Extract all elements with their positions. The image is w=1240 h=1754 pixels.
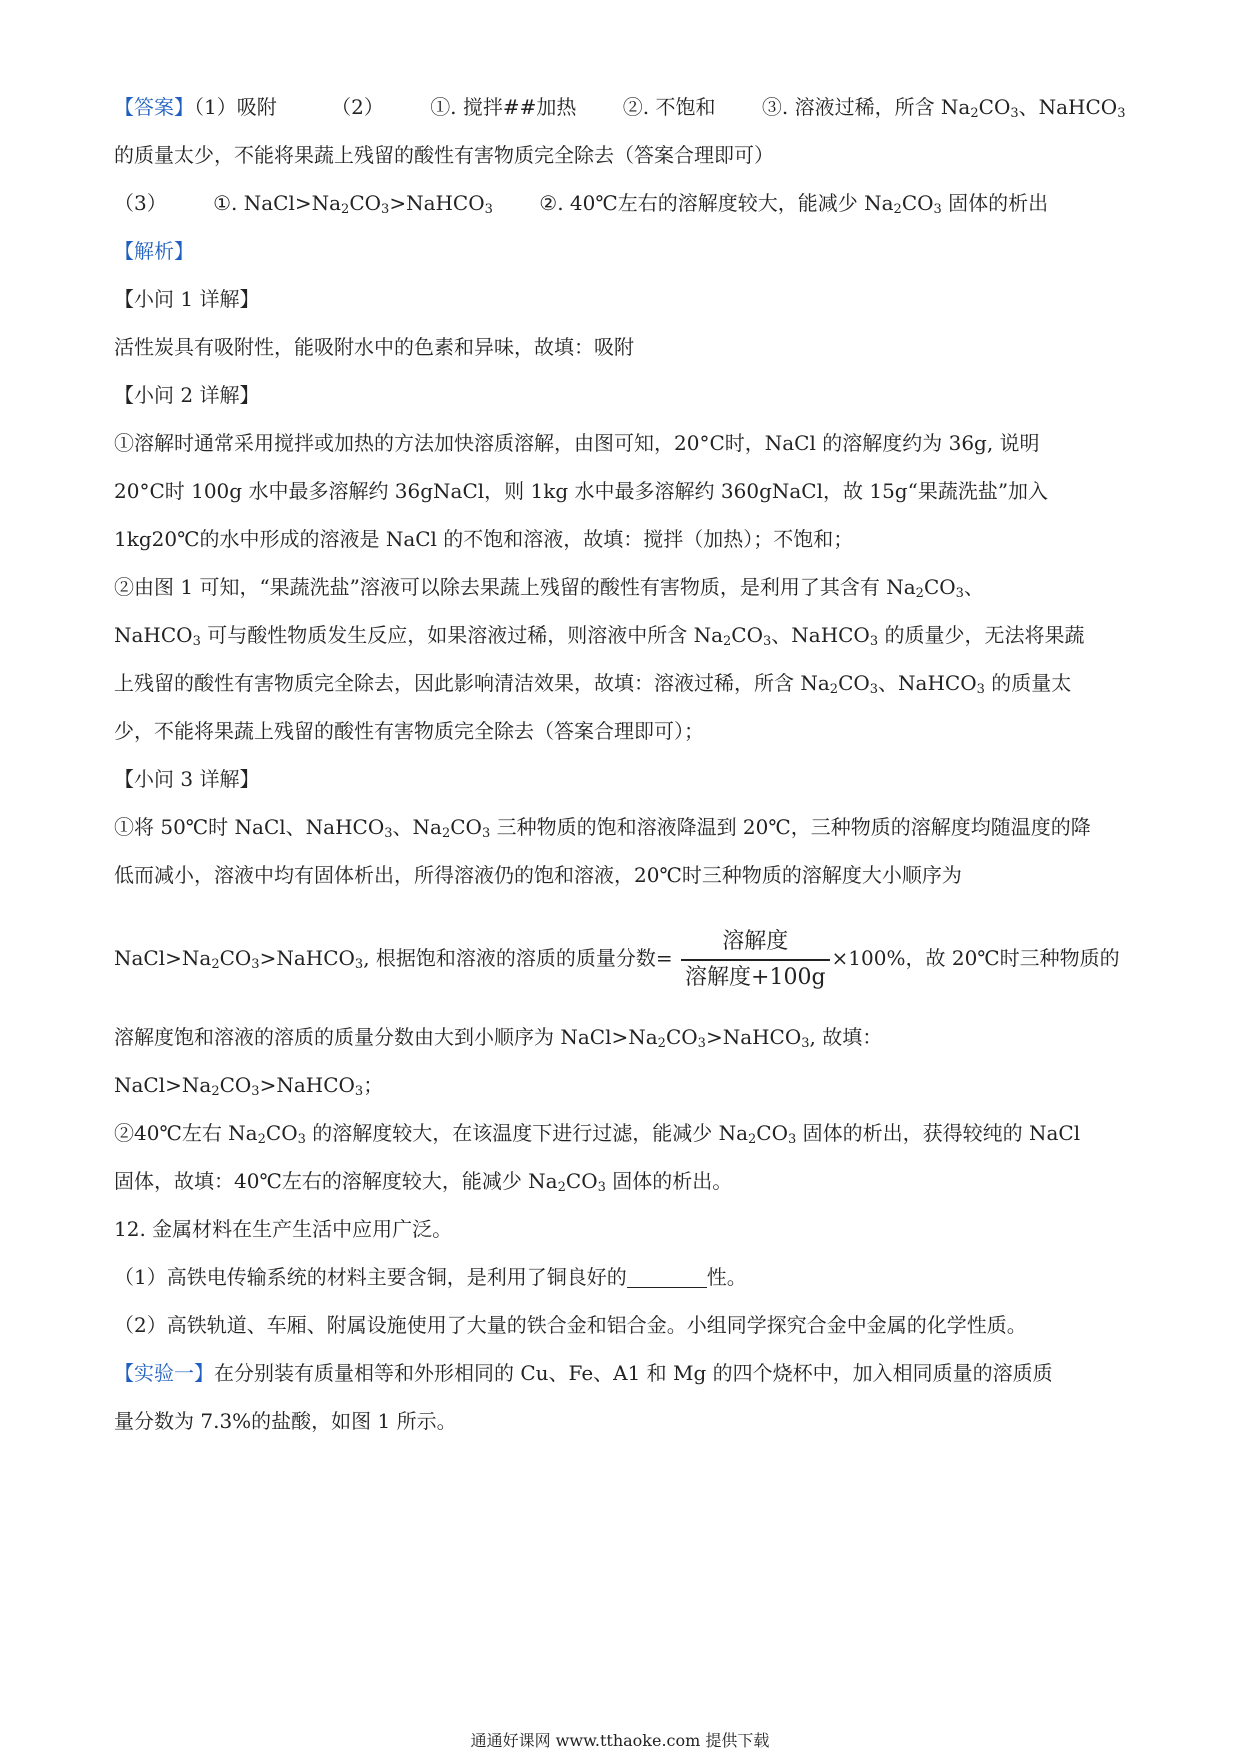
analysis-tag: 【解析】 — [114, 239, 194, 263]
q3-line-3: $NaCl>Na_2CO_3>NaHCO_3$, 根据饱和溶液的溶质的质量分数= $\frac{\text{溶解度}}{\text{溶解度+100g}}$ ×100%，故 20℃时三种物质的 — [114, 922, 1140, 994]
q1-heading: 【小问 1 详解】 — [114, 287, 260, 311]
answer-line-2: 的质量太少，不能将果蔬上残留的酸性有害物质完全除去（答案合理即可） — [114, 143, 774, 167]
experiment-tag: 【实验一】 — [114, 1361, 214, 1385]
answer-line-3: （3） ①. $NaCl>Na_2CO_3>NaHCO_3$ ②. 40℃左右的溶解度较大，能减少 $Na_2CO_3$ 固体的析出 — [114, 191, 1049, 217]
q3-line-4: 溶解度饱和溶液的溶质的质量分数由大到小顺序为 $NaCl>Na_2CO_3>NaHCO_3$, 故填： — [114, 1025, 883, 1051]
fraction-denominator: 溶解度+100g — [685, 964, 826, 990]
q2-line-2: 20°C时 100g 水中最多溶解约 36gNaCl，则 1kg 水中最多溶解约 360gNaCl，故 15g“果蔬洗盐”加入 — [114, 479, 1049, 503]
q3-line-1: ①将 50℃时 NaCl、NaHCO$_3$、$Na_2CO_3$ 三种物质的饱和溶液降温到 20℃，三种物质的溶解度均随温度的降 — [114, 815, 1091, 841]
q12-experiment-line-1: 【实验一】在分别装有质量相等和外形相同的 Cu、Fe、A1 和 Mg 的四个烧杯中，加入相同质量的溶质质 — [114, 1361, 1053, 1385]
answer-tag: 【答案】 — [114, 95, 194, 119]
q2-line-6: 上残留的酸性有害物质完全除去，因此影响清洁效果，故填：溶液过稀，所含 $Na_2CO_3$、NaHCO$_3$ 的质量太 — [114, 671, 1072, 697]
q12-experiment-line-2: 量分数为 7.3%的盐酸，如图 1 所示。 — [114, 1409, 457, 1433]
fraction — [681, 927, 830, 993]
q3-line-6: ②40℃左右 $Na_2CO_3$ 的溶解度较大，在该温度下进行过滤，能减少 $Na_2CO_3$ 固体的析出，获得较纯的 NaCl — [114, 1121, 1081, 1147]
q12-title: 12. 金属材料在生产生活中应用广泛。 — [114, 1217, 453, 1241]
q2-line-5: NaHCO$_3$ 可与酸性物质发生反应，如果溶液过稀，则溶液中所含 $Na_2CO_3$、NaHCO$_3$ 的质量少，无法将果蔬 — [114, 623, 1085, 649]
q3-line-5: $NaCl>Na_2CO_3>NaHCO_3$； — [114, 1073, 384, 1099]
page-footer: 通通好课网 www.tthaoke.com 提供下载 — [470, 1731, 770, 1750]
q2-line-3: 1kg20℃的水中形成的溶液是 NaCl 的不饱和溶液，故填：搅拌（加热）；不饱和； — [114, 527, 854, 551]
q3-heading: 【小问 3 详解】 — [114, 767, 260, 791]
answer-blank[interactable] — [627, 1267, 707, 1288]
q3-line-2: 低而减小，溶液中均有固体析出，所得溶液仍的饱和溶液，20℃时三种物质的溶解度大小顺序为 — [114, 863, 962, 887]
q3-line-7: 固体，故填：40℃左右的溶解度较大，能减少 $Na_2CO_3$ 固体的析出。 — [114, 1169, 733, 1195]
q12-sub-1: （1）高铁电传输系统的材料主要含铜，是利用了铜良好的 性。 — [114, 1265, 747, 1289]
q2-heading: 【小问 2 详解】 — [114, 383, 260, 407]
q12-sub-2: （2）高铁轨道、车厢、附属设施使用了大量的铁合金和铝合金。小组同学探究合金中金属的化学性质。 — [114, 1313, 1027, 1337]
q1-text: 活性炭具有吸附性，能吸附水中的色素和异味，故填：吸附 — [114, 335, 634, 359]
q2-line-4: ②由图 1 可知，“果蔬洗盐”溶液可以除去果蔬上残留的酸性有害物质，是利用了其含有 $Na_2CO_3$、 — [114, 575, 984, 601]
answer-line-1: 【答案】（1）吸附 （2） ①. 搅拌##加热 ②. 不饱和 ③. 溶液过稀，所含 $Na_2CO_3$、NaHCO$_3$ — [114, 95, 1126, 121]
fraction-numerator: 溶解度 — [681, 927, 830, 961]
q2-line-1: ①溶解时通常采用搅拌或加热的方法加快溶质溶解，由图可知，20°C时，NaCl 的溶解度约为 36g, 说明 — [114, 431, 1040, 455]
q2-line-7: 少，不能将果蔬上残留的酸性有害物质完全除去（答案合理即可）； — [114, 719, 704, 743]
